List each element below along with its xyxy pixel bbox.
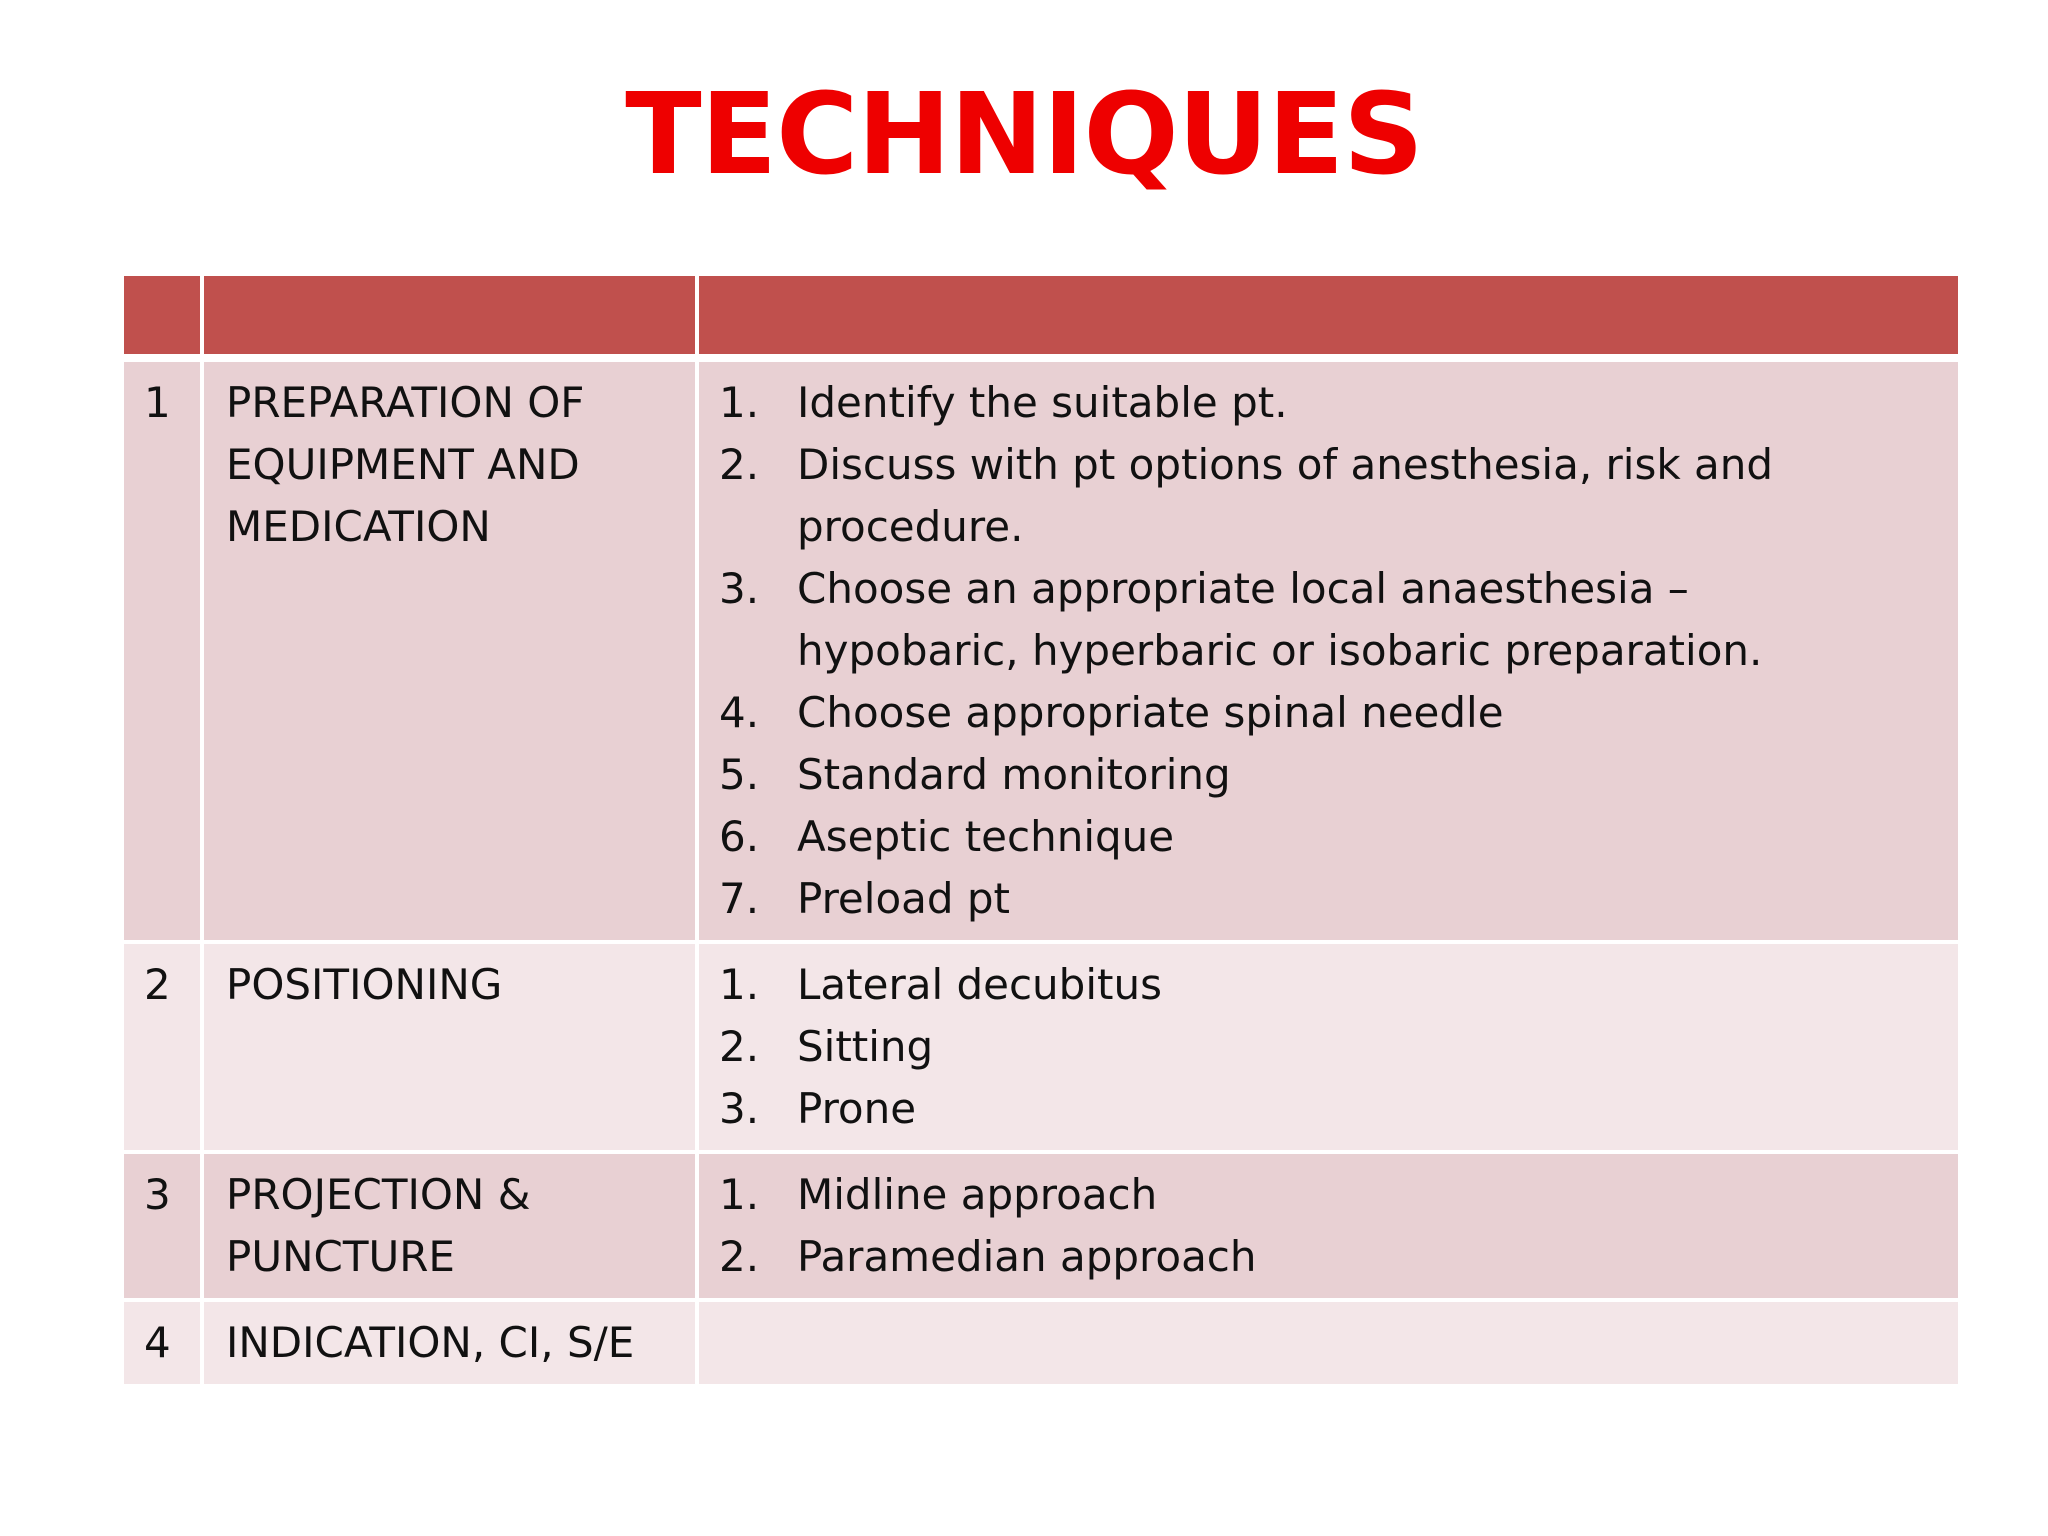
table-row [122,1300,1960,1386]
row-topic: INDICATION, CI, S/E [202,1300,697,1386]
list-item [719,868,1918,930]
list-item [719,372,1918,434]
list-item-text: Midline approach [797,1170,1158,1219]
list-item [719,682,1918,744]
list-item [719,1078,1918,1140]
list-item-text: Paramedian approach [797,1232,1257,1281]
list-item-index: 1. [719,378,760,427]
list-item-index: 1. [719,960,760,1009]
row-topic: PREPARATION OF EQUIPMENT AND MEDICATION [202,358,697,942]
row-items [697,1152,1960,1300]
list-item-index: 2. [719,1232,760,1281]
slide-title: TECHNIQUES [625,70,1423,200]
table-row [122,942,1960,1152]
list-item [719,558,1918,682]
row-items [697,358,1960,942]
row-number: 1 [122,358,202,942]
list-item-text: Prone [797,1084,917,1133]
list-item-index: 7. [719,874,760,923]
techniques-table [120,272,1962,1388]
header-cell-details [697,274,1960,358]
list-item-text: Discuss with pt options of anesthesia, risk and procedure. [797,440,1774,551]
list-item-text: Lateral decubitus [797,960,1162,1009]
list-item [719,806,1918,868]
list-item [719,1226,1918,1288]
row-number: 3 [122,1152,202,1300]
list-item [719,434,1918,558]
list-item-text: Choose an appropriate local anaesthesia – hypobaric, hyperbaric or isobaric preparation. [797,564,1763,675]
header-cell-number [122,274,202,358]
table-header-row [122,274,1960,358]
list-item-text: Choose appropriate spinal needle [797,688,1504,737]
row-topic: PROJECTION & PUNCTURE [202,1152,697,1300]
table-row [122,358,1960,942]
list-item [719,1164,1918,1226]
list-item-index: 5. [719,750,760,799]
row-topic: POSITIONING [202,942,697,1152]
list-item-text: Preload pt [797,874,1011,923]
row-number: 2 [122,942,202,1152]
list-item-index: 2. [719,440,760,489]
list-item-index: 3. [719,564,760,613]
list-item-text: Standard monitoring [797,750,1231,799]
list-item-text: Aseptic technique [797,812,1175,861]
numbered-list [719,954,1918,1140]
list-item-text: Identify the suitable pt. [797,378,1288,427]
numbered-list [719,1164,1918,1288]
list-item-index: 6. [719,812,760,861]
numbered-list [719,372,1918,930]
list-item [719,1016,1918,1078]
header-cell-topic [202,274,697,358]
list-item [719,744,1918,806]
row-items [697,1300,1960,1386]
list-item-index: 3. [719,1084,760,1133]
row-items [697,942,1960,1152]
list-item [719,954,1918,1016]
table-row [122,1152,1960,1300]
list-item-text: Sitting [797,1022,934,1071]
list-item-index: 1. [719,1170,760,1219]
list-item-index: 4. [719,688,760,737]
list-item-index: 2. [719,1022,760,1071]
row-number: 4 [122,1300,202,1386]
